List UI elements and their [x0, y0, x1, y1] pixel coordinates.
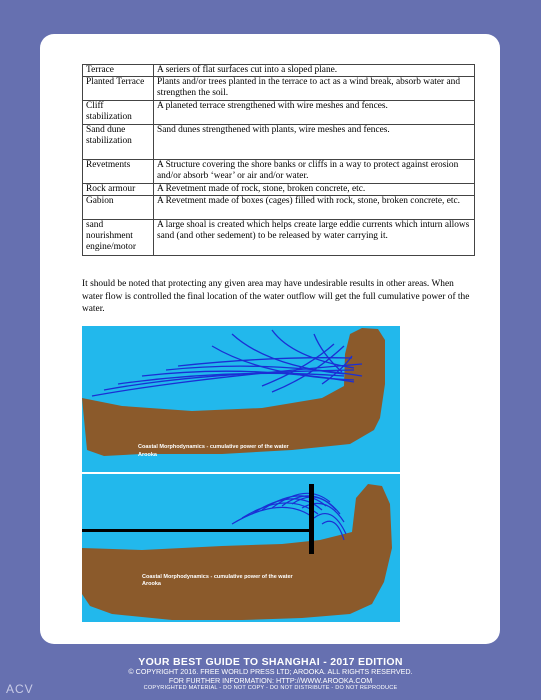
- figure-caption: Coastal Morphodynamics - cumulative power of the water: [142, 574, 293, 580]
- table-row: [83, 160, 475, 184]
- figure-credit: Arooka: [142, 581, 161, 587]
- figure-caption: Coastal Morphodynamics - cumulative power of the water: [138, 444, 289, 450]
- term-cell: Rock armour: [83, 184, 154, 196]
- definition-cell: A large shoal is created which helps create large eddie currents which inturn allows sand (and other sedement) to be released by water carrying it.: [154, 220, 475, 256]
- table-row: [83, 184, 475, 196]
- coastal-protection-table: [82, 64, 475, 256]
- definition-cell: Plants and/or trees planted in the terrace to act as a wind break, absorb water and strengthen the soil.: [154, 77, 475, 101]
- note-paragraph: It should be noted that protecting any given area may have undesirable results in other areas. When water flow is controlled the final location of the water outflow will get the full cumulative power of the water.: [82, 279, 470, 314]
- footer-notice: COPYRIGHTED MATERIAL - DO NOT COPY - DO NOT DISTRIBUTE - DO NOT REPRODUCE: [143, 685, 398, 692]
- term-cell: Revetments: [83, 160, 154, 184]
- table-row: [83, 125, 475, 160]
- term-cell: Gabion: [83, 196, 154, 220]
- table-row: [83, 220, 475, 256]
- footer-copyright: © COPYRIGHT 2016. FREE WORLD PRESS LTD; AROOKA. ALL RIGHTS RESERVED.: [128, 667, 413, 676]
- definition-cell: A Revetment made of rock, stone, broken concrete, etc.: [154, 184, 475, 196]
- free-flow-diagram: [82, 326, 400, 472]
- table-row: [83, 77, 475, 101]
- term-cell: Planted Terrace: [83, 77, 154, 101]
- definition-cell: A seriers of flat surfaces cut into a sloped plane.: [154, 65, 475, 77]
- figure-free-flow: [82, 326, 400, 472]
- table-row: [83, 101, 475, 125]
- footer-info: FOR FURTHER INFORMATION: HTTP://WWW.AROOKA.COM: [168, 675, 373, 685]
- figure-credit: Arooka: [138, 452, 157, 458]
- page-footer: [0, 656, 541, 692]
- term-cell: Terrace: [83, 65, 154, 77]
- barrier-wall: [309, 484, 314, 554]
- footer-title: YOUR BEST GUIDE TO SHANGHAI - 2017 EDITION: [138, 656, 403, 668]
- definition-cell: Sand dunes strengthened with plants, wire meshes and fences.: [154, 125, 475, 160]
- definition-cell: A Revetment made of boxes (cages) filled with rock, stone, broken concrete, etc.: [154, 196, 475, 220]
- table-row: [83, 65, 475, 77]
- figure-controlled-flow: [82, 474, 400, 622]
- term-cell: sand nourishment engine/motor: [83, 220, 154, 256]
- watermark-text: ACV: [6, 682, 34, 696]
- controlled-flow-diagram: [82, 474, 400, 622]
- definition-cell: A planeted terrace strengthened with wire meshes and fences.: [154, 101, 475, 125]
- definition-cell: A Structure covering the shore banks or cliffs in a way to protect against erosion and/or absorb ‘wear’ or air and/or water.: [154, 160, 475, 184]
- table-row: [83, 196, 475, 220]
- term-cell: Sand dune stabilization: [83, 125, 154, 160]
- barrier-groyne: [82, 529, 312, 532]
- term-cell: Cliff stabilization: [83, 101, 154, 125]
- page-sheet: [40, 34, 500, 644]
